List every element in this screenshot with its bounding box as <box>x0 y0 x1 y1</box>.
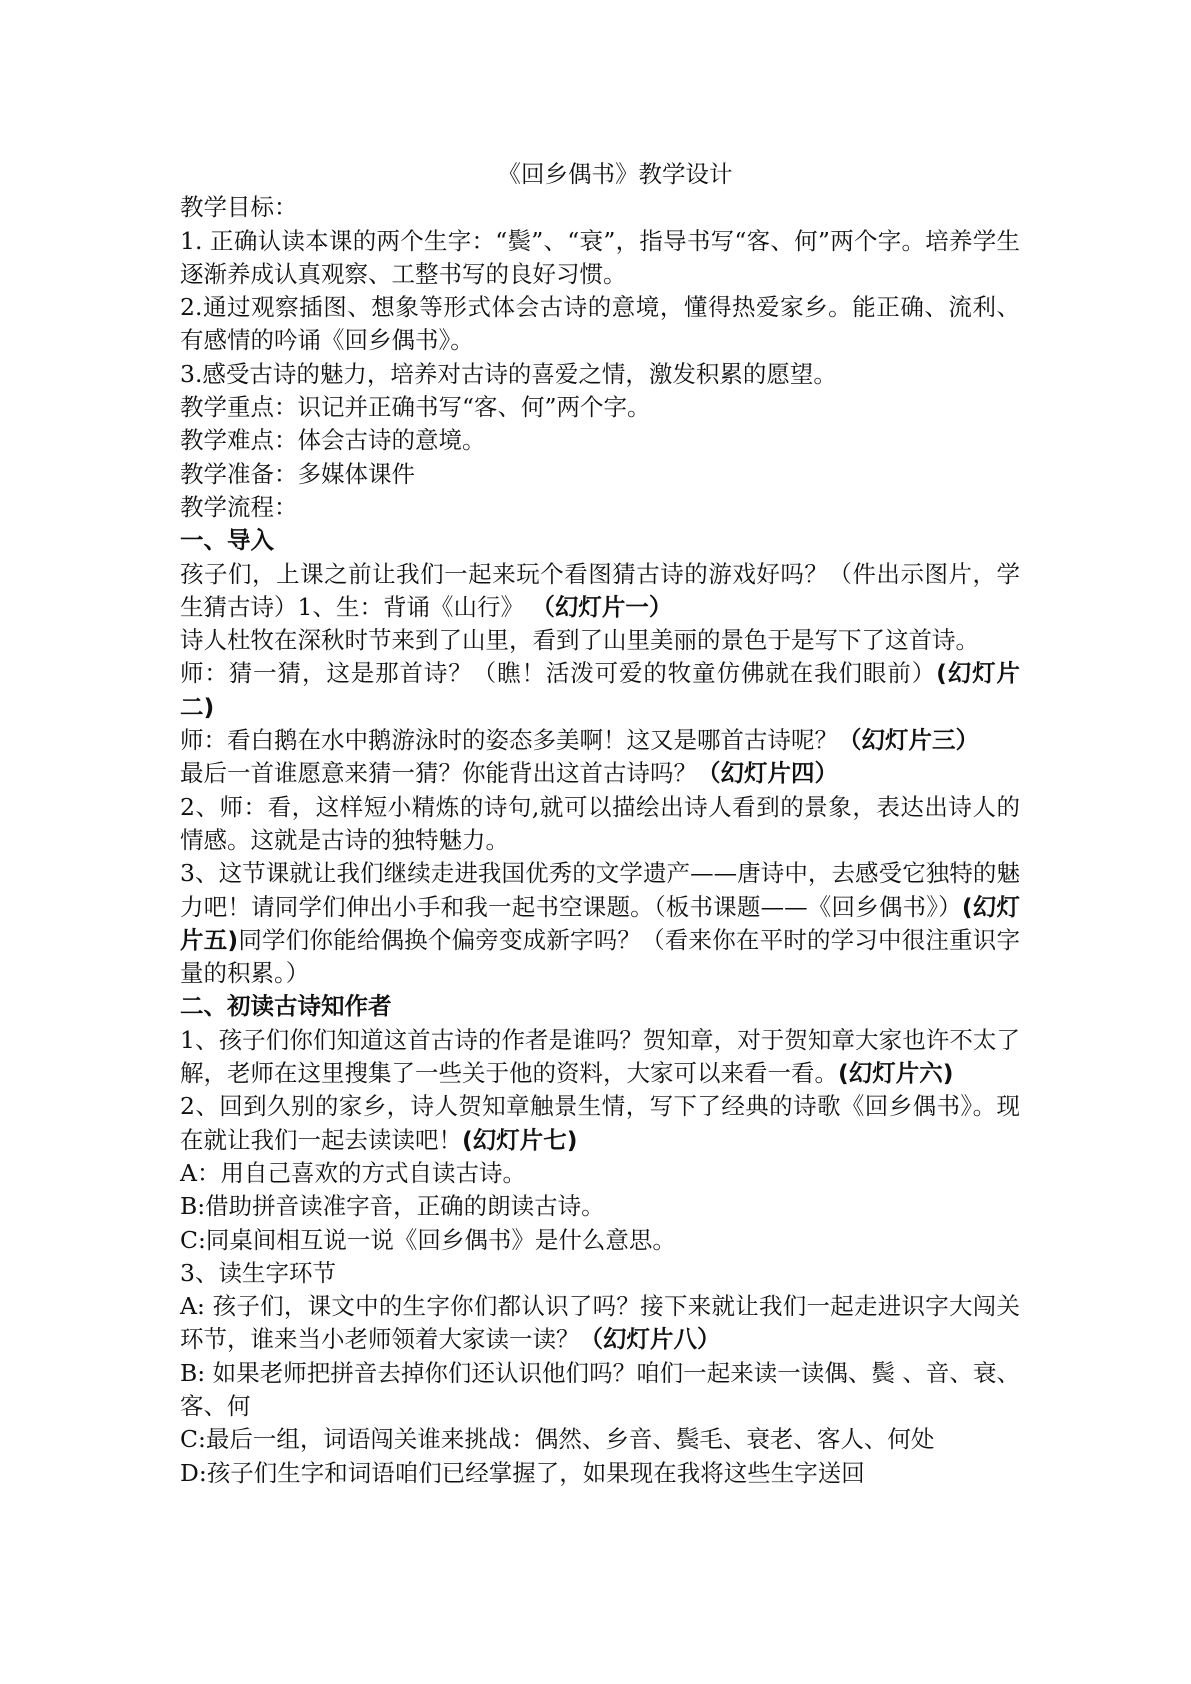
slide-reference: （幻灯片三） <box>838 726 979 755</box>
list-item: D:孩子们生字和词语咱们已经掌握了，如果现在我将这些生字送回 <box>180 1458 865 1487</box>
section-1-paragraph <box>180 558 1020 625</box>
preparation: 教学准备：多媒体课件 <box>180 459 415 488</box>
section-2-heading: 二、初读古诗知作者 <box>180 992 392 1021</box>
paragraph-text: A: 孩子们，课文中的生字你们都认识了吗？接下来就让我们一起走进识字大闯关环节，谁来当小老师领着大家读一读？ <box>180 1292 1020 1354</box>
section-1-paragraph <box>180 857 1020 990</box>
process-label: 教学流程： <box>180 492 298 521</box>
document-title: 《回乡偶书》教学设计 <box>497 160 733 188</box>
document-page <box>180 158 1020 1490</box>
goal-1: 1. 正确认读本课的两个生字：“鬓”、“衰”，指导书写“客、何”两个字。培养学生逐渐养成认真观察、工整书写的良好习惯。 <box>180 226 1020 288</box>
list-item: B: 如果老师把拼音去掉你们还认识他们吗？咱们一起来读一读偶、鬓 、音、衰、客、何 <box>180 1358 1020 1420</box>
section-1-heading: 一、导入 <box>180 526 274 555</box>
slide-reference: （幻灯片一） <box>531 592 673 621</box>
list-item: B:借助拼音读准字音，正确的朗读古诗。 <box>180 1192 605 1221</box>
slide-reference: (幻灯片六) <box>838 1059 954 1088</box>
goal-2: 2.通过观察插图、想象等形式体会古诗的意境，懂得热爱家乡。能正确、流利、有感情的吟诵《回乡偶书》。 <box>180 293 1020 355</box>
section-1-paragraph <box>180 657 1020 724</box>
slide-reference: (幻灯片七) <box>462 1125 578 1154</box>
slide-reference: （幻灯片八） <box>579 1325 721 1354</box>
paragraph-text: 师：猜一猜，这是那首诗？（瞧！活泼可爱的牧童仿佛就在我们眼前） <box>180 659 937 688</box>
slide-reference: (幻灯片五) <box>180 892 1021 954</box>
list-item: C:同桌间相互说一说《回乡偶书》是什么意思。 <box>180 1225 676 1254</box>
goal-3: 3.感受古诗的魅力，培养对古诗的喜爱之情，激发积累的愿望。 <box>180 359 837 388</box>
list-item: C:最后一组，词语闯关谁来挑战：偶然、乡音、鬓毛、衰老、客人、何处 <box>180 1425 935 1454</box>
paragraph-text: 孩子们，上课之前让我们一起来玩个看图猜古诗的游戏好吗？（件出示图片，学生猜古诗）1、生：背诵《山行》 <box>180 559 1020 621</box>
difficulty: 教学难点：体会古诗的意境。 <box>180 426 486 455</box>
paragraph-text: 最后一首谁愿意来猜一猜？你能背出这首古诗吗？ <box>180 759 697 788</box>
paragraph-text: 师：看白鹅在水中鹅游泳时的姿态多美啊！这又是哪首古诗呢？ <box>180 726 838 755</box>
list-item: A：用自己喜欢的方式自读古诗。 <box>180 1158 526 1187</box>
paragraph-text: 同学们你能给偶换个偏旁变成新字吗？（看来你在平时的学习中很注重识字量的积累。） <box>180 925 1021 988</box>
section-2-paragraph <box>180 1024 1020 1091</box>
slide-reference: (幻灯片二) <box>180 659 1021 721</box>
paragraph-text: 2、回到久别的家乡，诗人贺知章触景生情，写下了经典的诗歌《回乡偶书》。现在就让我们一起去读读吧！ <box>180 1092 1020 1154</box>
slide-reference: （幻灯片四） <box>697 759 838 788</box>
paragraph-text: 诗人杜牧在深秋时节来到了山里，看到了山里美丽的景色于是写下了这首诗。 <box>180 626 979 655</box>
key-point: 教学重点：识记并正确书写“客、何”两个字。 <box>180 393 651 422</box>
list-item <box>180 1290 1020 1357</box>
section-2-paragraph: 3、读生字环节 <box>180 1258 336 1287</box>
paragraph-text: 1、孩子们你们知道这首古诗的作者是谁吗？贺知章，对于贺知章大家也许不太了解，老师在这里搜集了一些关于他的资料，大家可以来看一看。 <box>180 1025 1020 1088</box>
paragraph-text: 2、师：看，这样短小精炼的诗句,就可以描绘出诗人看到的景象，表达出诗人的情感。这就是古诗的独特魅力。 <box>180 792 1020 854</box>
goals-label: 教学目标： <box>180 193 298 222</box>
paragraph-text: 3、这节课就让我们继续走进我国优秀的文学遗产——唐诗中，去感受它独特的魅力吧！请同学们伸出小手和我一起书空课题。（板书课题——《回乡偶书》） <box>180 859 1020 921</box>
section-1-paragraph <box>180 791 1020 858</box>
section-1-paragraph <box>180 624 1020 657</box>
section-2-paragraph <box>180 1090 1020 1157</box>
section-1-paragraph <box>180 724 1020 757</box>
section-1-paragraph <box>180 757 1020 790</box>
